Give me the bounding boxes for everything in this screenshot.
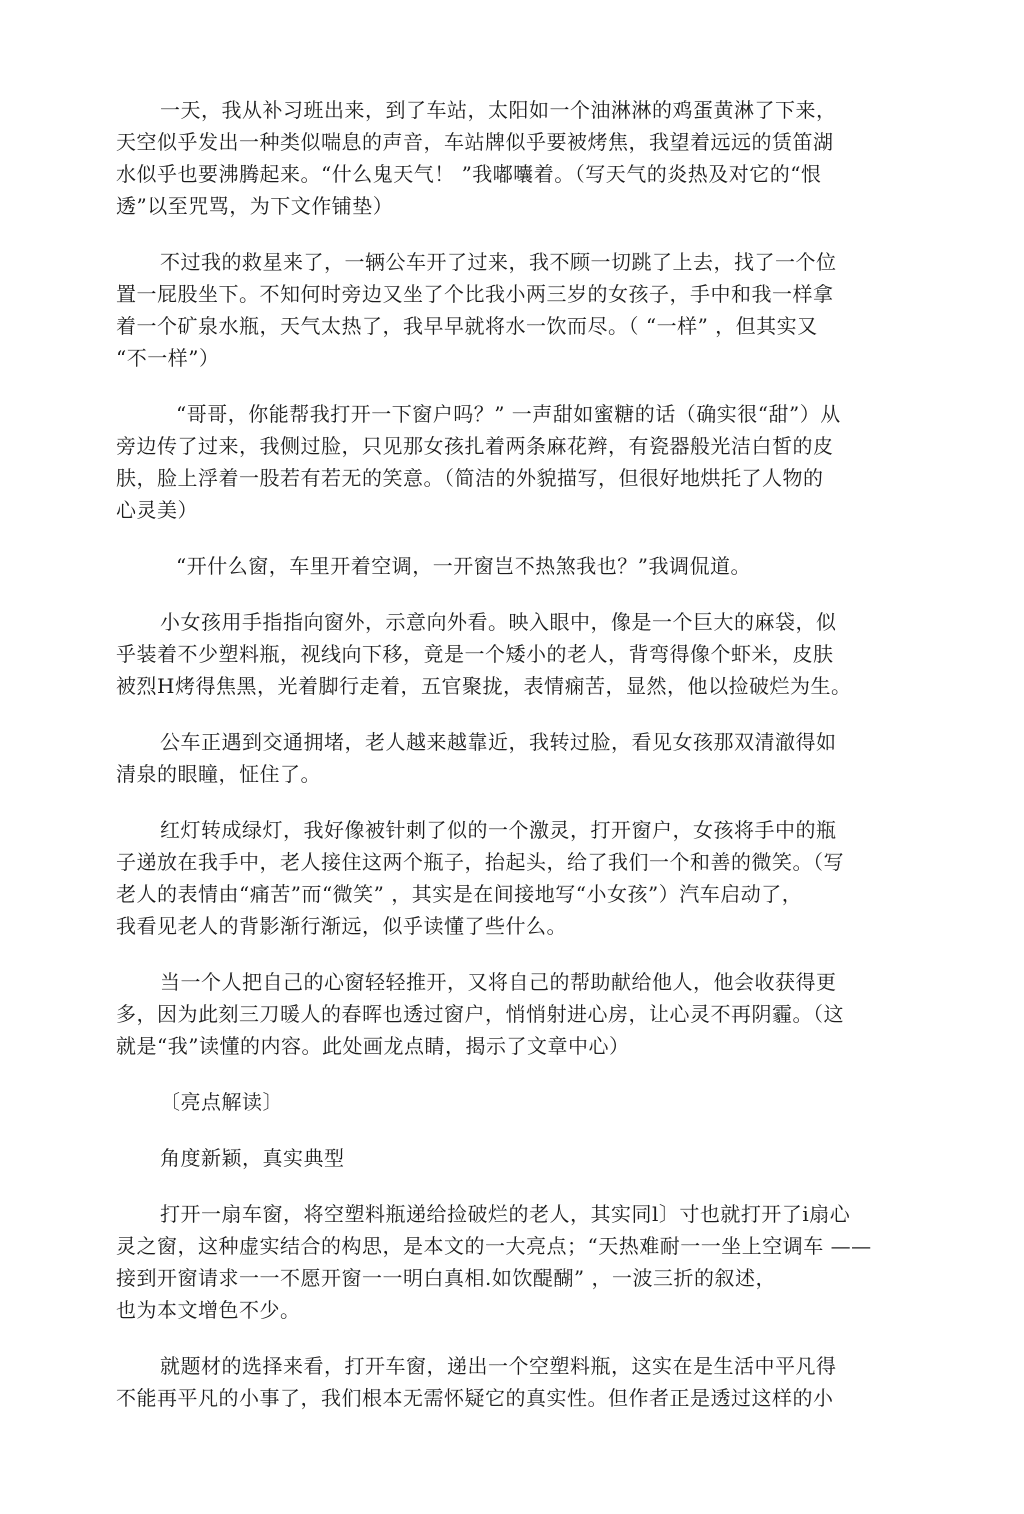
text-line: 也为本文增色不少。 [116, 1298, 301, 1322]
text-line: 清泉的眼瞳，怔住了。 [116, 762, 321, 786]
text-line: 置一屁股坐下。不知何时旁边又坐了个比我小两三岁的女孩子，手中和我一样拿 [116, 282, 834, 306]
text-line: 就题材的选择来看，打开车窗，递出一个空塑料瓶，这实在是生活中平凡得 [160, 1354, 837, 1378]
text-line: 着一个矿泉水瓶，天气太热了，我早早就将水一饮而尽。（ “一样” ，但其实又 [116, 314, 818, 338]
section-heading: 〔亮点解读〕 [160, 1090, 283, 1114]
text-line: 灵之窗，这种虚实结合的构思，是本文的一大亮点；“天热难耐一一坐上空调车 —— [116, 1234, 872, 1258]
text-line: 乎装着不少塑料瓶，视线向下移，竟是一个矮小的老人，背弯得像个虾米，皮肤 [116, 642, 834, 666]
text-line: “开什么窗，车里开着空调，一开窗岂不热煞我也？”我调侃道。 [176, 554, 751, 578]
subheading: 角度新颖，真实典型 [160, 1146, 345, 1170]
text-line: 接到开窗请求一一不愿开窗一一明白真相.如饮醍醐” ，一波三折的叙述， [116, 1266, 776, 1290]
text-line: 不过我的救星来了，一辆公车开了过来，我不顾一切跳了上去，找了一个位 [160, 250, 837, 274]
text-line: 透”以至咒骂，为下文作铺垫） [116, 194, 394, 218]
text-line: 心灵美） [116, 498, 198, 522]
text-line: 肤，脸上浮着一股若有若无的笑意。（简洁的外貌描写，但很好地烘托了人物的 [116, 466, 824, 490]
text-line: 旁边传了过来，我侧过脸，只见那女孩扎着两条麻花辫，有瓷器般光洁白皙的皮 [116, 434, 834, 458]
text-line: 小女孩用手指指向窗外，示意向外看。映入眼中，像是一个巨大的麻袋，似 [160, 610, 837, 634]
text-line: “不一样”） [116, 346, 220, 370]
text-line: 不能再平凡的小事了，我们根本无需怀疑它的真实性。但作者正是透过这样的小 [116, 1386, 834, 1410]
text-line: 当一个人把自己的心窗轻轻推开，又将自己的帮助献给他人，他会收获得更 [160, 970, 837, 994]
text-line: 我看见老人的背影渐行渐远，似乎读懂了些什么。 [116, 914, 567, 938]
text-line: 天空似乎发出一种类似喘息的声音，车站牌似乎要被烤焦，我望着远远的赁笛湖 [116, 130, 834, 154]
text-line: 打开一扇车窗，将空塑料瓶递给捡破烂的老人，其实同l〕寸也就打开了i扇心 [160, 1202, 851, 1226]
text-line: 水似乎也要沸腾起来。“什么鬼天气！ ”我嘟囔着。（写天气的炎热及对它的“恨 [116, 162, 822, 186]
text-line: “哥哥，你能帮我打开一下窗户吗？” 一声甜如蜜糖的话（确实很“甜”）从 [176, 402, 841, 426]
text-line: 红灯转成绿灯，我好像被针刺了似的一个激灵，打开窗户，女孩将手中的瓶 [160, 818, 837, 842]
text-line: 子递放在我手中，老人接住这两个瓶子，抬起头，给了我们一个和善的微笑。（写 [116, 850, 844, 874]
text-line: 多，因为此刻三刀暖人的春晖也透过窗户，悄悄射进心房，让心灵不再阴霾。（这 [116, 1002, 844, 1026]
text-line: 就是“我”读懂的内容。此处画龙点睛，揭示了文章中心） [116, 1034, 630, 1058]
text-line: 被烈H烤得焦黑，光着脚行走着，五官聚拢，表情痫苦，显然，他以捡破烂为生。 [116, 674, 852, 698]
text-line: 公车正遇到交通拥堵，老人越来越靠近，我转过脸，看见女孩那双清澈得如 [160, 730, 837, 754]
text-line: 一天，我从补习班出来，到了车站，太阳如一个油淋淋的鸡蛋黄淋了下来， [160, 98, 837, 122]
text-line: 老人的表情由“痛苦”而“微笑” ，其实是在间接地写“小女孩”）汽车启动了， [116, 882, 803, 906]
